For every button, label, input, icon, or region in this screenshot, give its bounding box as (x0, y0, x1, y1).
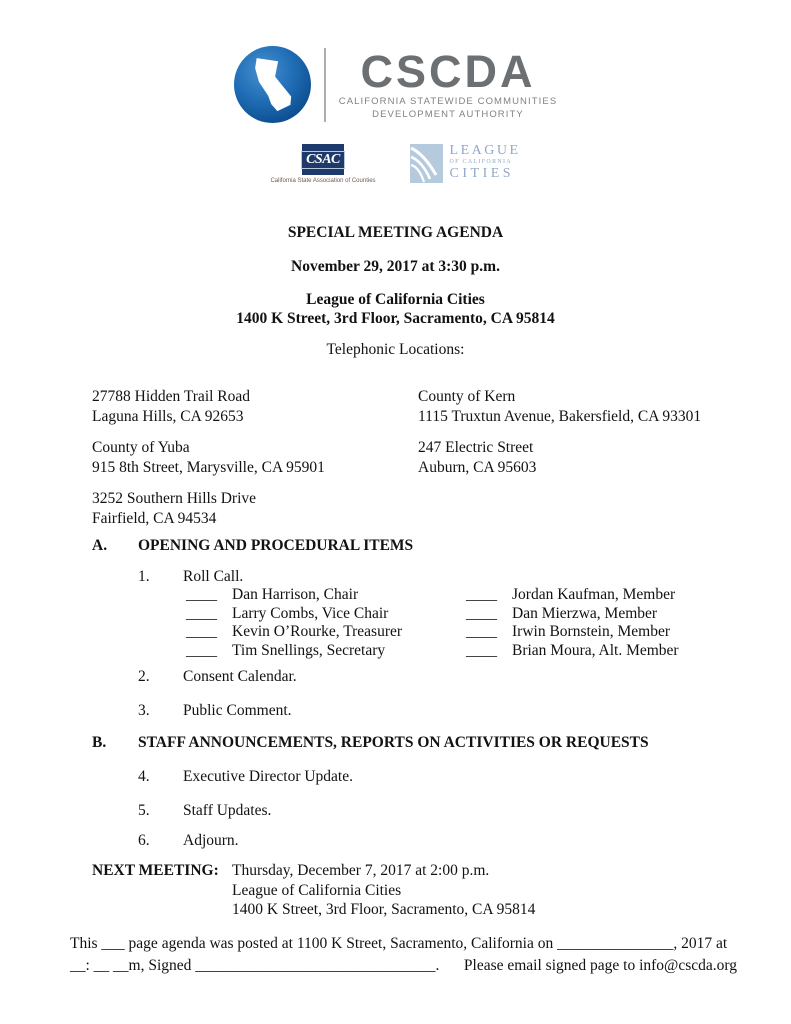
agenda-item-2 (138, 667, 791, 686)
cscda-tagline-line2: DEVELOPMENT AUTHORITY (372, 109, 524, 120)
posting-line2 (70, 955, 737, 978)
rollcall-blank: ____ (186, 604, 217, 622)
rollcall-name: Dan Harrison, Chair (232, 586, 359, 603)
league-logo-text (450, 144, 521, 181)
section-title: OPENING AND PROCEDURAL ITEMS (138, 537, 414, 554)
location-line: 3252 Southern Hills Drive (92, 490, 257, 507)
partner-logos (0, 144, 791, 192)
rollcall-blank: ____ (466, 623, 497, 640)
item-label: Roll Call. (183, 568, 244, 585)
item-number: 6. (138, 832, 150, 849)
item-number: 5. (138, 802, 150, 819)
next-meeting-venue: League of California Cities (232, 881, 402, 899)
section-title: STAFF ANNOUNCEMENTS, REPORTS ON ACTIVITIES OR REQUESTS (138, 734, 649, 751)
telephonic-location (418, 387, 791, 427)
csac-acronym: CSAC (301, 151, 345, 169)
location-line: County of Yuba (92, 439, 190, 456)
agenda-item-1 (138, 567, 791, 586)
csac-caption: California State Association of Counties (270, 178, 376, 184)
rollcall-blank: ____ (186, 586, 217, 603)
rollcall-name: Larry Combs, Vice Chair (232, 604, 389, 622)
meeting-title: SPECIAL MEETING AGENDA (287, 224, 504, 241)
meeting-venue (0, 290, 791, 328)
location-line: 1115 Truxtun Avenue, Bakersfield, CA 93301 (418, 408, 702, 425)
telephonic-location (418, 438, 791, 478)
roll-call-row (186, 623, 791, 642)
location-line: 247 Electric Street (418, 439, 534, 456)
agenda-item-3 (138, 701, 791, 720)
location-line: Auburn, CA 95603 (418, 459, 537, 476)
csac-logo (270, 144, 375, 184)
section-letter: A. (92, 537, 108, 554)
section-b-heading (92, 733, 791, 752)
rollcall-blank: ____ (186, 623, 217, 640)
cscda-logo-text (338, 46, 558, 120)
item-number: 1. (138, 568, 150, 585)
venue-name: League of California Cities (306, 291, 485, 308)
next-meeting-details (232, 861, 535, 920)
location-line: Fairfield, CA 94534 (92, 510, 217, 527)
next-meeting-block (92, 861, 791, 920)
rollcall-blank: ____ (466, 586, 497, 603)
item-label: Adjourn. (183, 832, 239, 849)
league-word-league: LEAGUE (449, 143, 521, 158)
location-line: Laguna Hills, CA 92653 (92, 408, 244, 425)
rollcall-name: Dan Mierzwa, Member (512, 604, 658, 622)
next-meeting-address: 1400 K Street, 3rd Floor, Sacramento, CA 95814 (232, 901, 536, 918)
location-line: 27788 Hidden Trail Road (92, 388, 251, 405)
section-letter: B. (92, 734, 107, 751)
california-state-shape-icon (249, 55, 295, 115)
telephonic-locations-label: Telephonic Locations: (326, 341, 465, 358)
california-globe-icon (234, 46, 311, 123)
rollcall-name: Kevin O’Rourke, Treasurer (232, 623, 403, 640)
location-line: County of Kern (418, 388, 516, 405)
rollcall-name: Irwin Bornstein, Member (512, 623, 670, 640)
csac-logo-icon (302, 144, 344, 175)
posting-line1: This ___ page agenda was posted at 1100 K Street, Sacramento, California on _______________, 2017 at (70, 934, 728, 952)
location-line: 915 8th Street, Marysville, CA 95901 (92, 459, 325, 476)
posting-email-note: Please email signed page to info@cscda.org (463, 957, 737, 974)
roll-call-row (186, 586, 791, 605)
telephonic-location (92, 489, 418, 529)
item-label: Public Comment. (183, 702, 292, 719)
item-number: 4. (138, 768, 150, 785)
roll-call-row (186, 605, 791, 624)
telephonic-locations (92, 387, 791, 529)
league-swoosh-icon (410, 144, 443, 183)
agenda-item-6 (138, 831, 791, 850)
item-number: 2. (138, 668, 150, 685)
logo-divider (324, 48, 326, 122)
rollcall-name: Jordan Kaufman, Member (512, 586, 676, 603)
next-meeting-label: NEXT MEETING: (92, 862, 219, 879)
venue-address: 1400 K Street, 3rd Floor, Sacramento, CA 95814 (236, 310, 555, 327)
posting-statement (70, 933, 737, 978)
telephonic-location (92, 438, 418, 478)
section-a-heading (92, 536, 791, 555)
rollcall-blank: ____ (186, 641, 217, 659)
roll-call-list (0, 586, 791, 660)
telephonic-location (92, 387, 418, 427)
rollcall-blank: ____ (466, 641, 497, 659)
item-label: Staff Updates. (183, 802, 272, 819)
rollcall-name: Tim Snellings, Secretary (232, 641, 386, 659)
agenda-item-4 (138, 767, 791, 786)
cscda-acronym: CSCDA (360, 46, 536, 97)
league-logo (410, 144, 521, 183)
league-word-of-california: OF CALIFORNIA (449, 159, 512, 165)
rollcall-blank: ____ (466, 604, 497, 622)
cscda-logo (0, 0, 791, 123)
next-meeting-datetime: Thursday, December 7, 2017 at 2:00 p.m. (232, 862, 490, 879)
rollcall-name: Brian Moura, Alt. Member (512, 641, 679, 659)
item-label: Executive Director Update. (183, 768, 353, 785)
league-word-cities: CITIES (449, 166, 515, 181)
item-number: 3. (138, 702, 150, 719)
meeting-datetime: November 29, 2017 at 3:30 p.m. (291, 258, 500, 275)
item-label: Consent Calendar. (183, 668, 297, 685)
agenda-item-5 (138, 801, 791, 820)
posting-signature-blank: __: __ __m, Signed _______________________________. (70, 957, 440, 974)
roll-call-row (186, 642, 791, 661)
cscda-tagline-line1: CALIFORNIA STATEWIDE COMMUNITIES (338, 96, 558, 107)
